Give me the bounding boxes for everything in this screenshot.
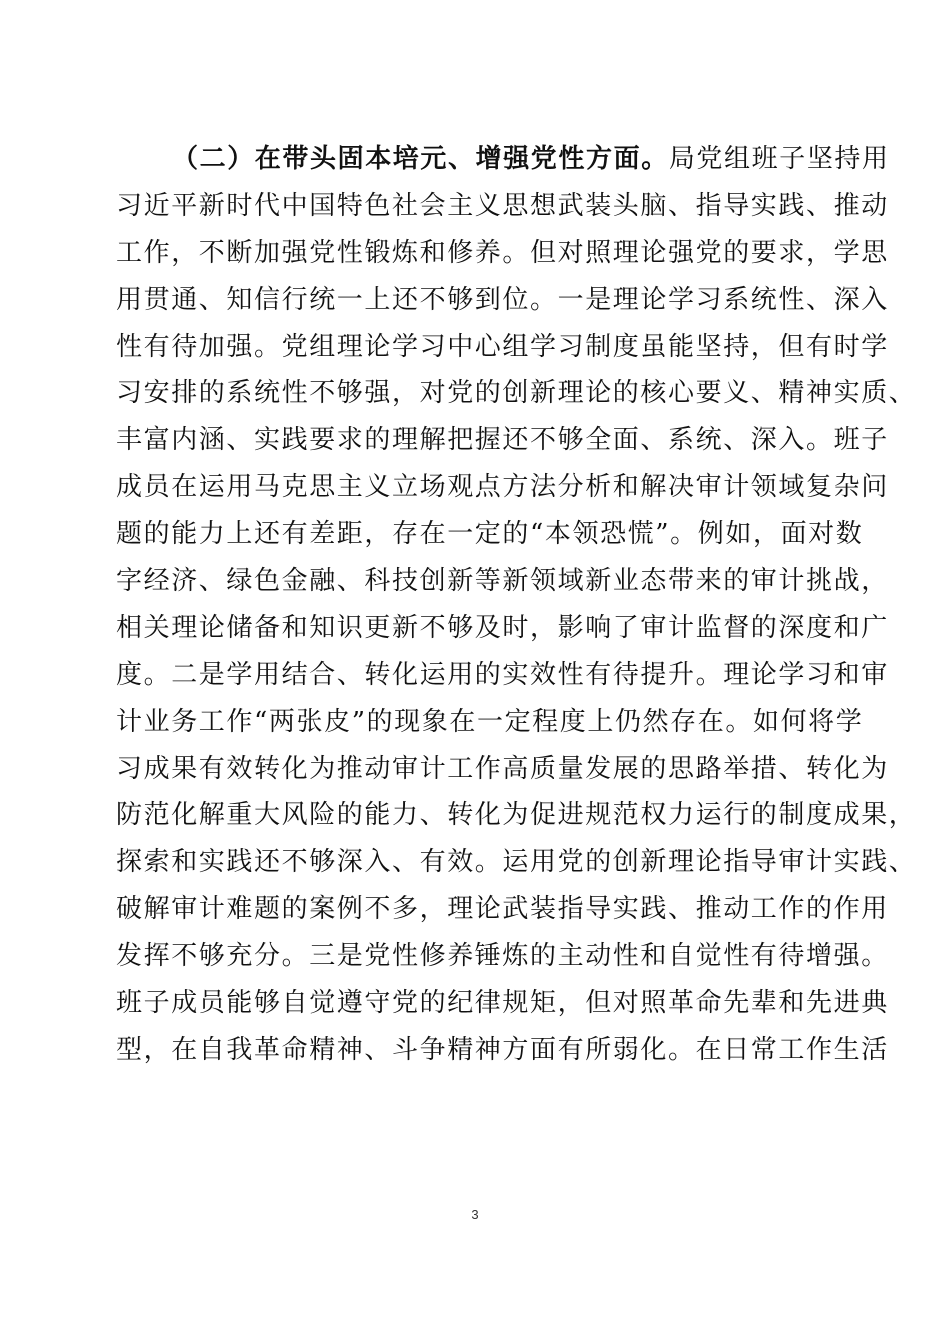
- text-line: 习近平新时代中国特色社会主义思想武装头脑、指导实践、推动: [116, 190, 889, 221]
- text-line: 度。二是学用结合、转化运用的实效性有待提升。理论学习和审: [116, 659, 889, 690]
- text-line: 探索和实践还不够深入、有效。运用党的创新理论指导审计实践、: [116, 847, 917, 878]
- text-line: 字经济、绿色金融、科技创新等新领域新业态带来的审计挑战，: [116, 566, 889, 597]
- text-line: 题的能力上还有差距，存在一定的“本领恐慌”。例如，面对数: [116, 519, 864, 550]
- text-line: 工作，不断加强党性锻炼和修养。但对照理论强党的要求，学思: [116, 237, 889, 268]
- text-line: 型，在自我革命精神、斗争精神方面有所弱化。在日常工作生活: [116, 1034, 889, 1065]
- body-paragraph: [116, 136, 917, 1074]
- text-line-first: [116, 136, 890, 183]
- text-line: 防范化解重大风险的能力、转化为促进规范权力运行的制度成果，: [116, 800, 917, 831]
- text-line: 丰富内涵、实践要求的理解把握还不够全面、系统、深入。班子: [116, 425, 889, 456]
- page-number: 3: [471, 1207, 479, 1222]
- text-line: 破解审计难题的案例不多，理论武装指导实践、推动工作的作用: [116, 894, 889, 925]
- text-line: 用贯通、知信行统一上还不够到位。一是理论学习系统性、深入: [116, 284, 889, 315]
- text-line: 性有待加强。党组理论学习中心组学习制度虽能坚持，但有时学: [116, 331, 889, 362]
- text-line: 习安排的系统性不够强，对党的创新理论的核心要义、精神实质、: [116, 378, 917, 409]
- text-line: 习成果有效转化为推动审计工作高质量发展的思路举措、转化为: [116, 753, 889, 784]
- text-line: 成员在运用马克思主义立场观点方法分析和解决审计领域复杂问: [116, 472, 889, 503]
- text-line: 发挥不够充分。三是党性修养锤炼的主动性和自觉性有待增强。: [116, 941, 889, 972]
- text-line: 计业务工作“两张皮”的现象在一定程度上仍然存在。如何将学: [116, 706, 864, 737]
- text-line: 局党组班子坚持用: [668, 144, 890, 174]
- section-heading: （二）在带头固本培元、增强党性方面。: [172, 144, 669, 174]
- text-line: 相关理论储备和知识更新不够及时，影响了审计监督的深度和广: [116, 612, 889, 643]
- text-line: 班子成员能够自觉遵守党的纪律规矩，但对照革命先辈和先进典: [116, 988, 889, 1019]
